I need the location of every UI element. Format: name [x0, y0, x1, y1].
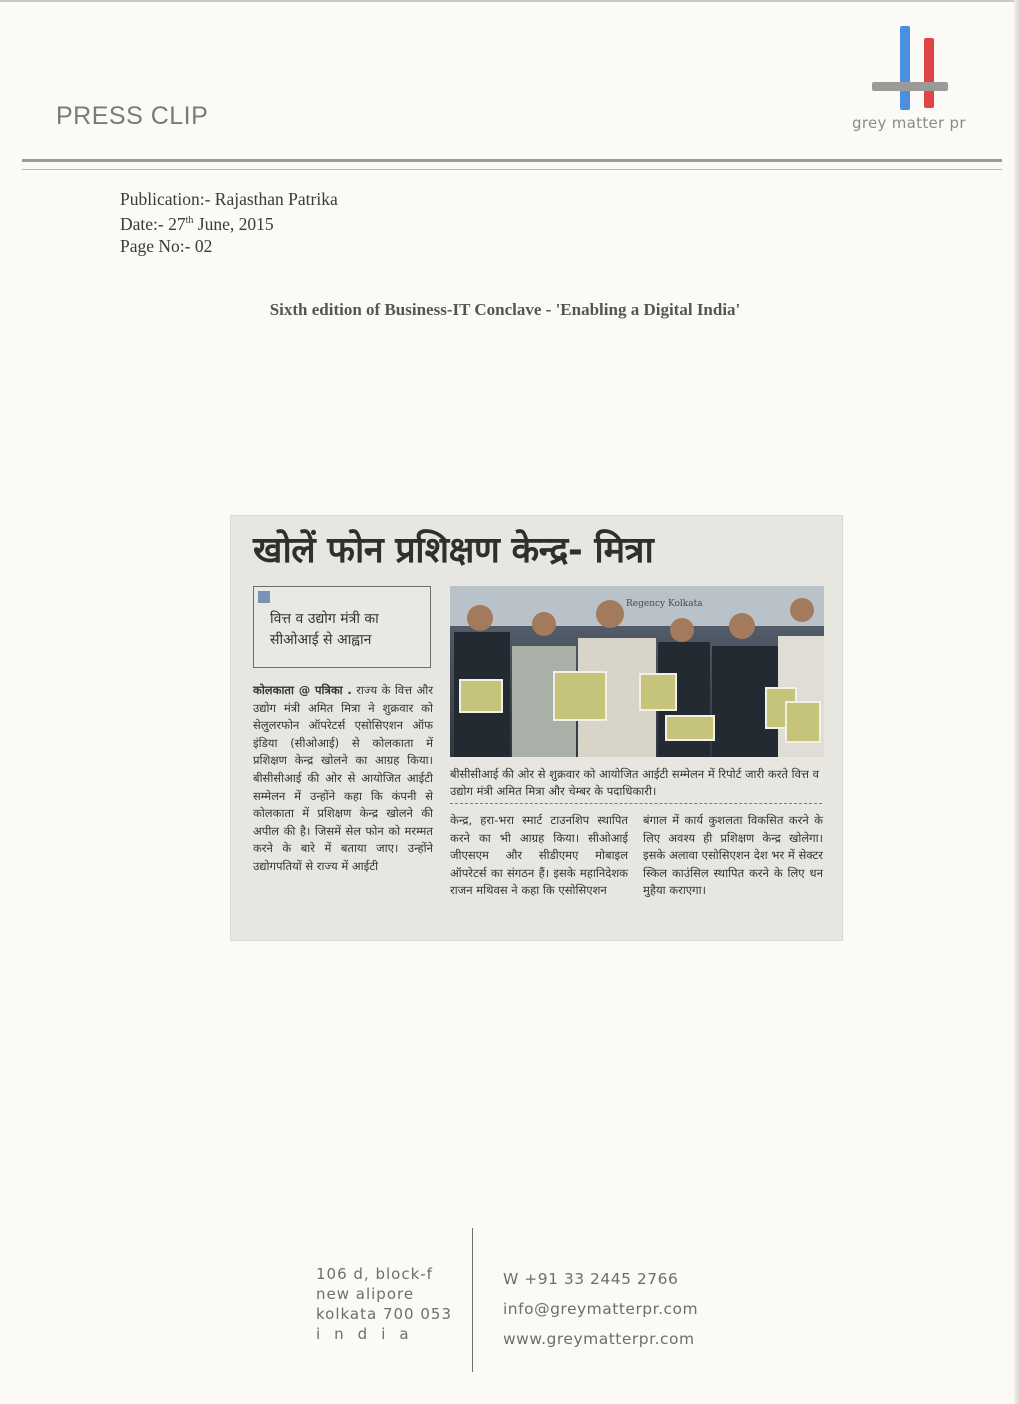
clip-photo	[450, 586, 824, 757]
kicker-square-icon	[258, 591, 270, 603]
footer-email[interactable]: info@greymatterpr.com	[503, 1300, 699, 1318]
address-line-2: new alipore	[316, 1285, 415, 1303]
address-line-3: kolkata 700 053	[316, 1305, 452, 1323]
article-column-3: बंगाल में कार्य कुशलता विकसित करने के लिए अवश्य ही प्रशिक्षण केन्द्र खोलेगा। इसके अलावा एसोसिएशन देश भर में सेक्टर स्किल काउंसिल स्थापित करने के लिए धन मुहैया कराएगा।	[643, 813, 823, 898]
footer-address	[316, 1264, 452, 1344]
article-column-1	[253, 682, 433, 876]
date-suffix: June, 2015	[193, 213, 274, 234]
date-line	[120, 210, 338, 235]
page-top-edge	[0, 0, 1020, 2]
dateline: कोलकाता @ पत्रिका .	[253, 683, 352, 697]
newspaper-clipping	[231, 516, 842, 940]
date-prefix: Date:- 27	[120, 213, 186, 234]
logo-bar-grey	[872, 82, 948, 91]
caption-divider	[450, 803, 822, 804]
press-clip-title: PRESS CLIP	[56, 102, 209, 130]
page-right-edge	[1014, 0, 1020, 1404]
header-rule-thin	[22, 169, 1002, 170]
footer-contact	[503, 1264, 698, 1354]
logo-bar-red	[924, 38, 934, 108]
page-line: Page No:- 02	[120, 235, 213, 256]
logo-bar-blue	[900, 26, 910, 110]
column-1-text: राज्य के वित्त और उद्योग मंत्री अमित मित्रा ने शुक्रवार को सेलुलरफोन ऑपरेटर्स एसोसिएशन ऑफ इंडिया (सीओआई) से कोलकाता में प्रशिक्षण केन्द्र खोलने का आग्रह किया। बीसीसीआई की ओर से आयोजित आईटी सम्मेलन में उन्होंने कहा कि कंपनी से कोलकाता में प्रशिक्षण केन्द्र खोलने की अपील की है। जिसमें सेल फोन को मरम्मत करने के बारे में बताया जाए। उन्होंने उद्योगपतियों से राज्य में आईटी	[253, 683, 434, 873]
article-english-title: Sixth edition of Business-IT Conclave - 'Enabling a Digital India'	[269, 300, 741, 319]
kicker-text: वित्त व उद्योग मंत्री का सीओआई से आह्वान	[270, 611, 379, 648]
publication-meta	[120, 188, 338, 257]
publication-line: Publication:- Rajasthan Patrika	[120, 189, 338, 209]
address-line-4: india	[316, 1325, 423, 1343]
footer-website[interactable]: www.greymatterpr.com	[503, 1330, 695, 1348]
footer-phone: W +91 33 2445 2766	[503, 1270, 679, 1288]
photo-caption: बीसीसीआई की ओर से शुक्रवार को आयोजित आईटी सम्मेलन में रिपोर्ट जारी करते वित्त व उद्योग मंत्री अमित मित्रा और चेम्बर के पदाधिकारी।	[450, 767, 819, 798]
date-sup: th	[185, 215, 194, 226]
footer-divider	[472, 1228, 473, 1372]
article-column-2: केन्द्र, हरा-भरा स्मार्ट टाउनशिप स्थापित करने का भी आग्रह किया। सीओआई जीएसएम और सीडीएमए मोबाइल ऑपरेटर्स का संगठन हैं। इसके महानिदेशक राजन मथिवस ने कहा कि एसोसिएशन	[450, 813, 628, 898]
header-rule	[22, 159, 1002, 162]
clip-kicker-box	[253, 586, 431, 668]
clip-headline: खोलें फोन प्रशिक्षण केन्द्र- मित्रा	[253, 530, 654, 571]
photo-banner-text: Regency Kolkata	[626, 599, 703, 609]
logo-text: grey matter pr	[852, 114, 966, 132]
address-line-1: 106 d, block-f	[316, 1265, 433, 1283]
